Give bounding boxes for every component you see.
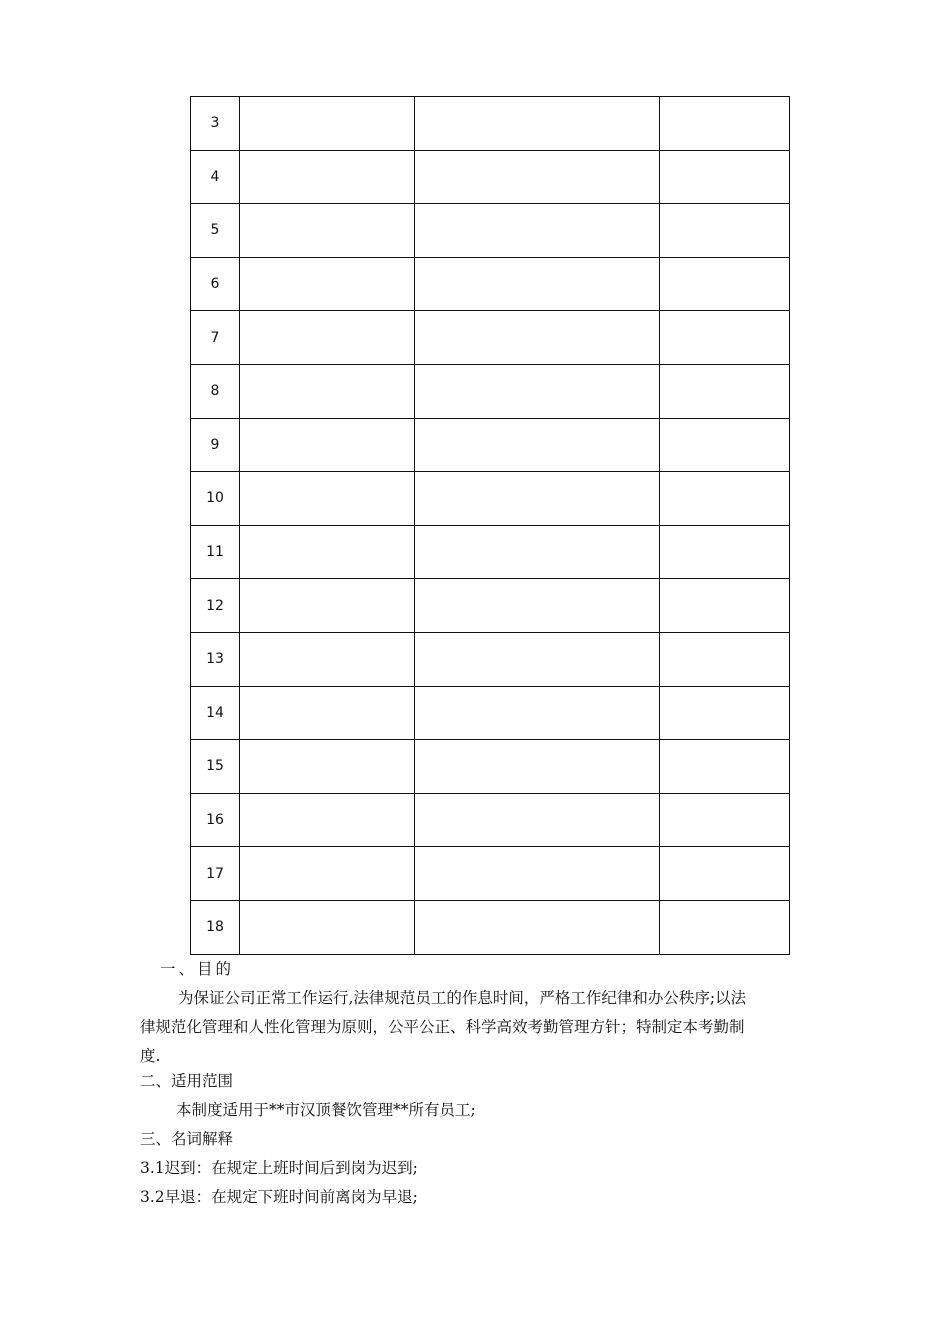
table-cell [415,311,660,365]
table-cell [415,418,660,472]
table-cell [240,579,415,633]
table-cell [240,257,415,311]
table-row [191,97,790,151]
table-cell [415,686,660,740]
table-cell [240,311,415,365]
table-row [191,418,790,472]
table-cell [240,632,415,686]
table-cell [240,740,415,794]
table-cell [415,740,660,794]
table-cell [660,847,790,901]
row-number-cell: 11 [191,525,240,579]
row-number-cell: 9 [191,418,240,472]
table-cell [660,740,790,794]
table-cell [240,793,415,847]
table-cell [415,793,660,847]
table-cell [240,364,415,418]
table-cell [240,686,415,740]
table-cell [240,97,415,151]
table-row [191,257,790,311]
table-cell [660,97,790,151]
table-row [191,632,790,686]
table-cell [240,150,415,204]
row-number-cell: 8 [191,364,240,418]
table-cell [415,525,660,579]
table-cell [240,472,415,526]
row-number-cell: 3 [191,97,240,151]
row-number-cell: 10 [191,472,240,526]
table-row [191,686,790,740]
table-cell [660,204,790,258]
table-row [191,204,790,258]
table-row [191,311,790,365]
table-cell [660,257,790,311]
table-cell [415,579,660,633]
attendance-table [190,96,790,955]
attendance-table-body [191,97,790,955]
table-cell [415,204,660,258]
table-cell [415,97,660,151]
section-1-body-line-1: 为保证公司正常工作运行,法律规范员工的作息时间，严格工作纪律和办公秩序;以法 [178,989,747,1007]
table-cell [240,418,415,472]
table-cell [415,364,660,418]
section-1-body [140,984,820,1071]
table-cell [415,900,660,954]
table-row [191,472,790,526]
table-cell [660,364,790,418]
table-row [191,525,790,579]
table-cell [660,579,790,633]
table-cell [415,150,660,204]
section-3-heading: 三、名词解释 [140,1130,234,1148]
table-cell [660,686,790,740]
table-cell [660,418,790,472]
section-3-item-1: 3.1迟到：在规定上班时间后到岗为迟到; [140,1159,418,1177]
table-row [191,740,790,794]
table-cell [660,472,790,526]
table-row [191,793,790,847]
row-number-cell: 7 [191,311,240,365]
table-cell [660,632,790,686]
row-number-cell: 15 [191,740,240,794]
section-1-heading: 一、目的 [160,960,235,978]
row-number-cell: 5 [191,204,240,258]
table-cell [240,847,415,901]
section-2-body: 本制度适用于**市汉顶餐饮管理**所有员工; [176,1101,476,1119]
table-row [191,900,790,954]
row-number-cell: 16 [191,793,240,847]
row-number-cell: 12 [191,579,240,633]
table-row [191,364,790,418]
table-cell [415,632,660,686]
table-cell [415,472,660,526]
row-number-cell: 13 [191,632,240,686]
row-number-cell: 6 [191,257,240,311]
row-number-cell: 14 [191,686,240,740]
table-cell [240,900,415,954]
table-cell [660,793,790,847]
table-cell [240,525,415,579]
table-cell [415,847,660,901]
section-3-item-2: 3.2早退：在规定下班时间前离岗为早退; [140,1188,418,1206]
row-number-cell: 4 [191,150,240,204]
table-cell [240,204,415,258]
table-row [191,150,790,204]
section-1-body-line-3: 度. [140,1047,161,1065]
table-cell [660,525,790,579]
table-cell [660,900,790,954]
table-row [191,847,790,901]
table-cell [660,311,790,365]
table-cell [660,150,790,204]
row-number-cell: 18 [191,900,240,954]
section-1-body-line-2: 律规范化管理和人性化管理为原则，公平公正、科学高效考勤管理方针；特制定本考勤制 [140,1018,745,1036]
section-2-heading: 二、适用范围 [140,1072,234,1090]
row-number-cell: 17 [191,847,240,901]
table-cell [415,257,660,311]
table-row [191,579,790,633]
